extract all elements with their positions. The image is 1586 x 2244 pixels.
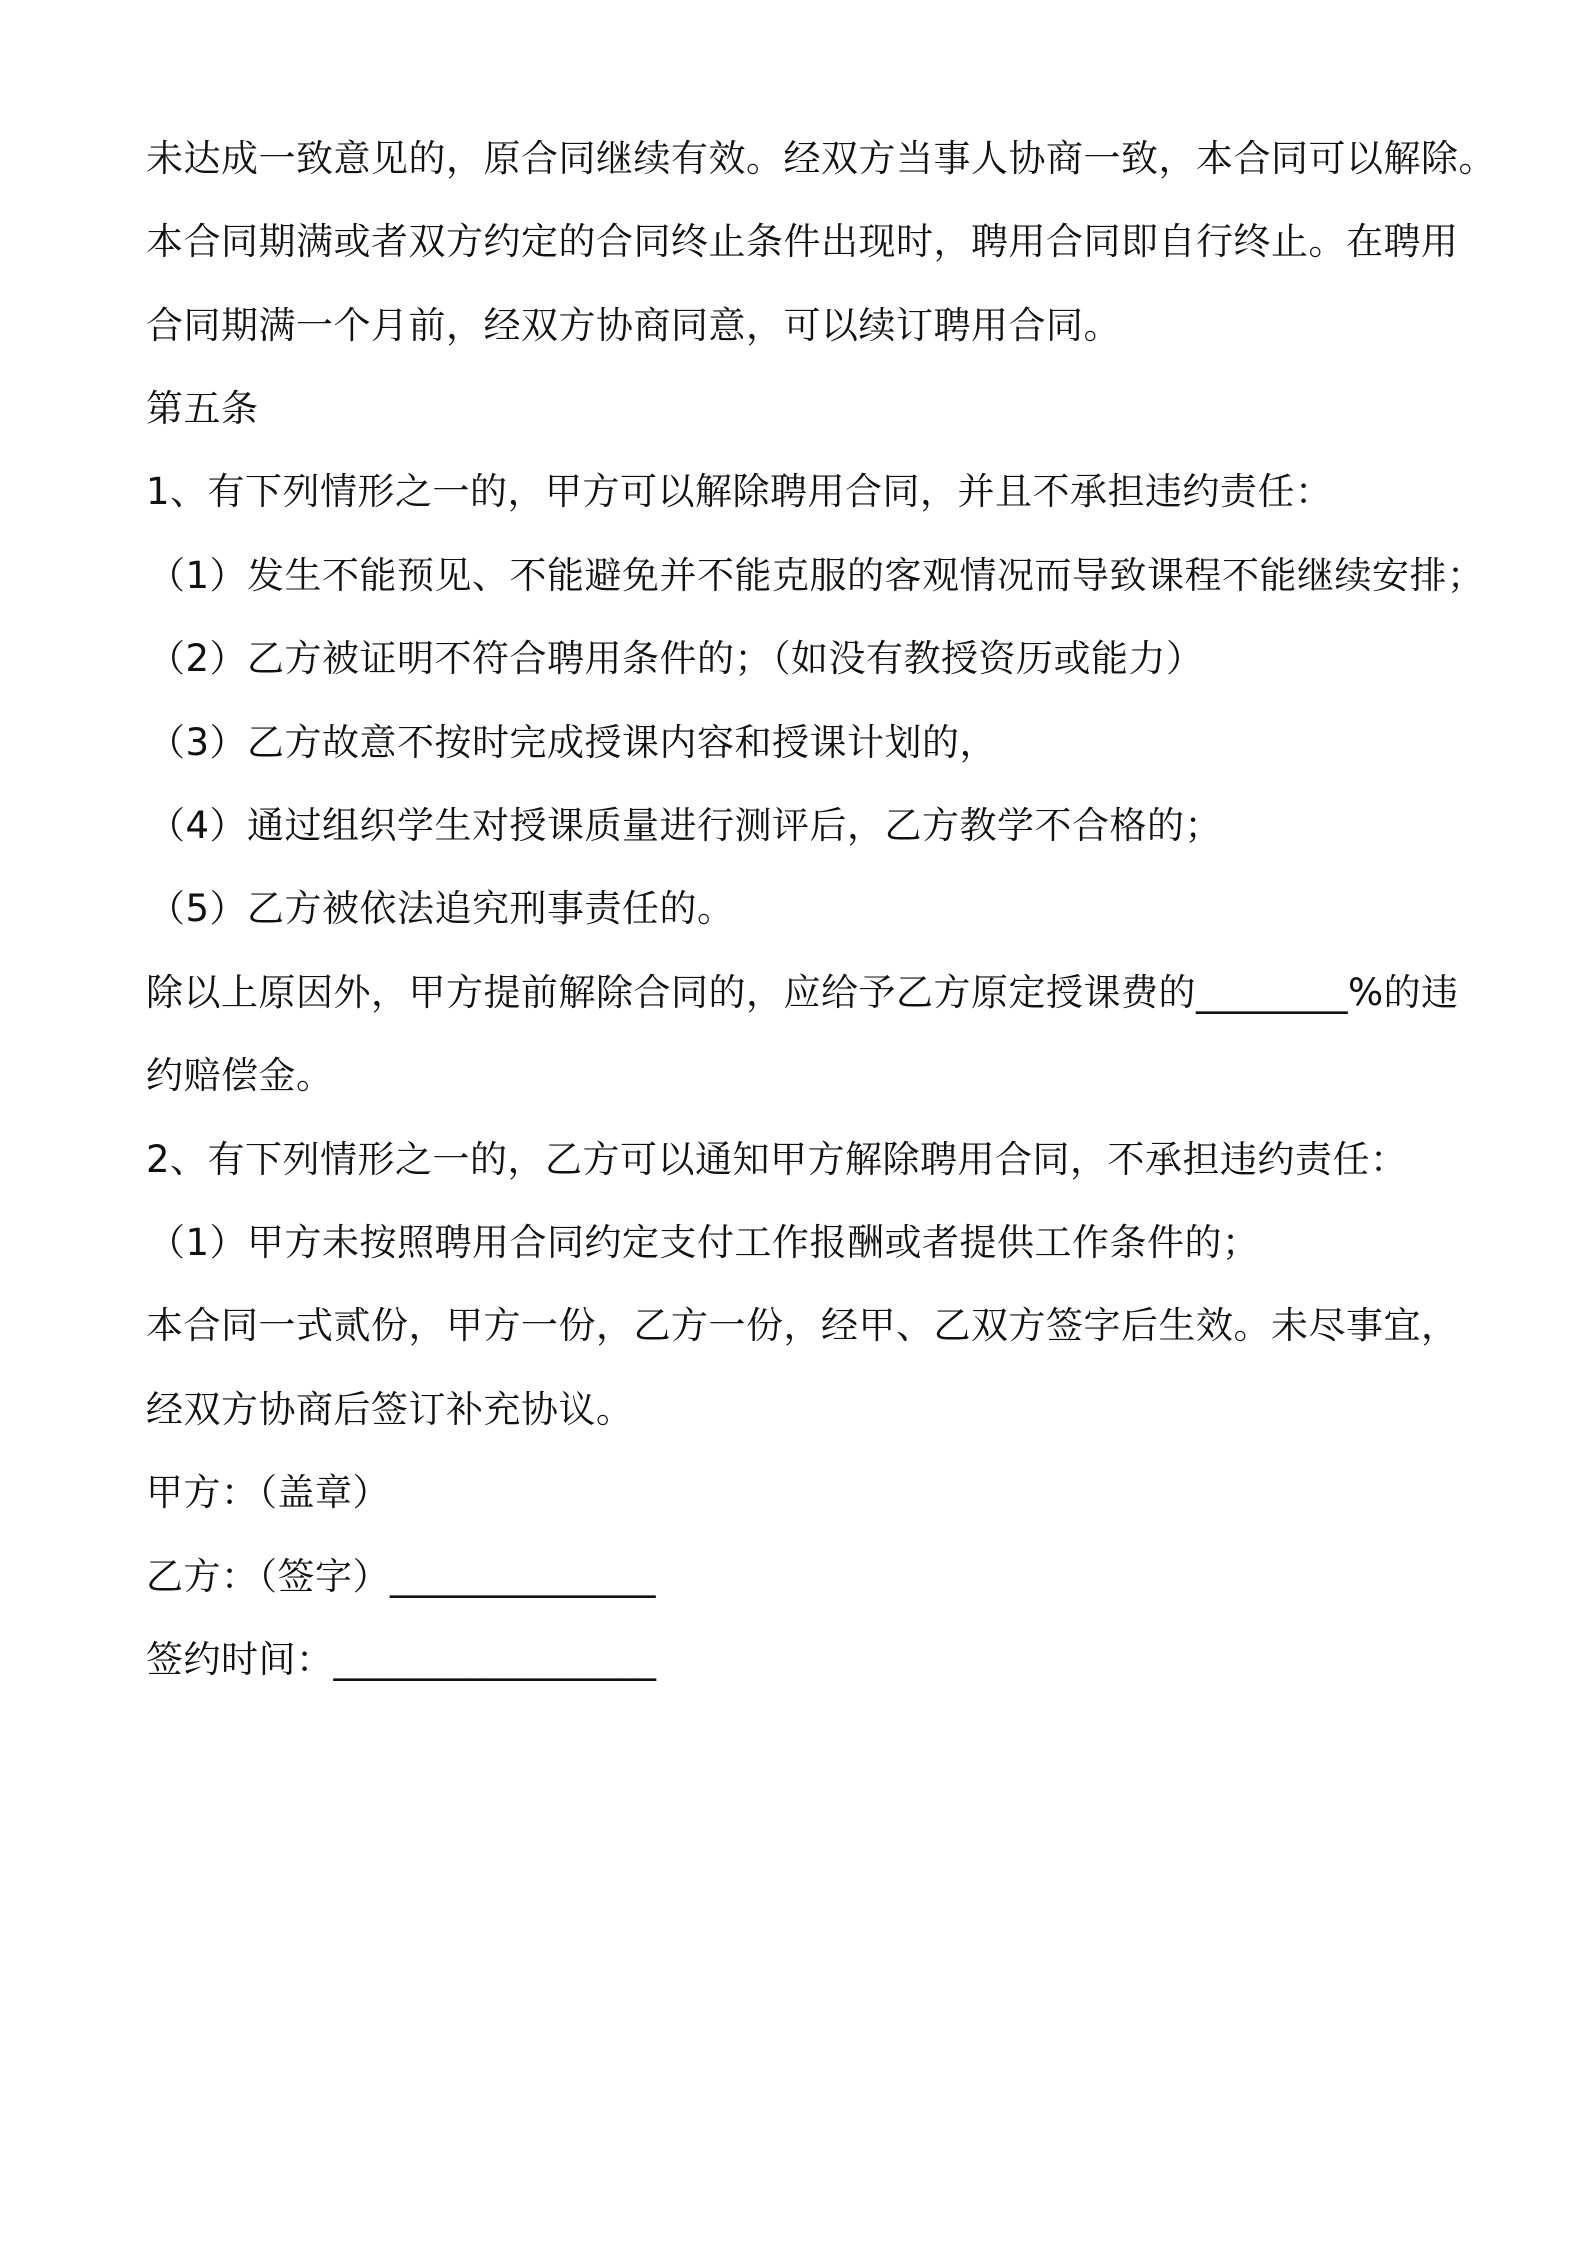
clause-line: 1、有下列情形之一的，甲方可以解除聘用合同，并且不承担违约责任：: [146, 470, 1333, 513]
paragraph-line: 除以上原因外，甲方提前解除合同的，应给予乙方原定授课费的________%的违: [146, 971, 1459, 1014]
party-b-signature-line: 乙方：（签字）______________: [146, 1555, 656, 1598]
list-item: （1）发生不能预见、不能避免并不能克服的客观情况而导致课程不能继续安排；: [148, 554, 1485, 597]
paragraph-line: 本合同一式贰份，甲方一份，乙方一份，经甲、乙双方签字后生效。未尽事宜，: [146, 1304, 1459, 1347]
list-item: （2）乙方被证明不符合聘用条件的；（如没有教授资历或能力）: [148, 637, 1204, 680]
list-item: （3）乙方故意不按时完成授课内容和授课计划的，: [148, 721, 998, 764]
paragraph-line: 约赔偿金。: [146, 1054, 334, 1097]
paragraph-line: 本合同期满或者双方约定的合同终止条件出现时，聘用合同即自行终止。在聘用: [146, 220, 1459, 263]
paragraph-line: 经双方协商后签订补充协议。: [146, 1388, 634, 1431]
paragraph-line: 未达成一致意见的，原合同继续有效。经双方当事人协商一致，本合同可以解除。: [146, 137, 1496, 180]
signing-date-line: 签约时间：_________________: [146, 1638, 657, 1681]
list-item: （1）甲方未按照聘用合同约定支付工作报酬或者提供工作条件的；: [148, 1221, 1260, 1264]
paragraph-line: 合同期满一个月前，经双方协商同意，可以续订聘用合同。: [146, 304, 1121, 347]
article-heading: 第五条: [146, 387, 259, 430]
list-item: （5）乙方被依法追究刑事责任的。: [148, 887, 735, 930]
clause-line: 2、有下列情形之一的，乙方可以通知甲方解除聘用合同，不承担违约责任：: [146, 1138, 1408, 1181]
party-a-seal-line: 甲方：（盖章）: [146, 1471, 390, 1514]
list-item: （4）通过组织学生对授课质量进行测评后，乙方教学不合格的；: [148, 804, 1223, 847]
